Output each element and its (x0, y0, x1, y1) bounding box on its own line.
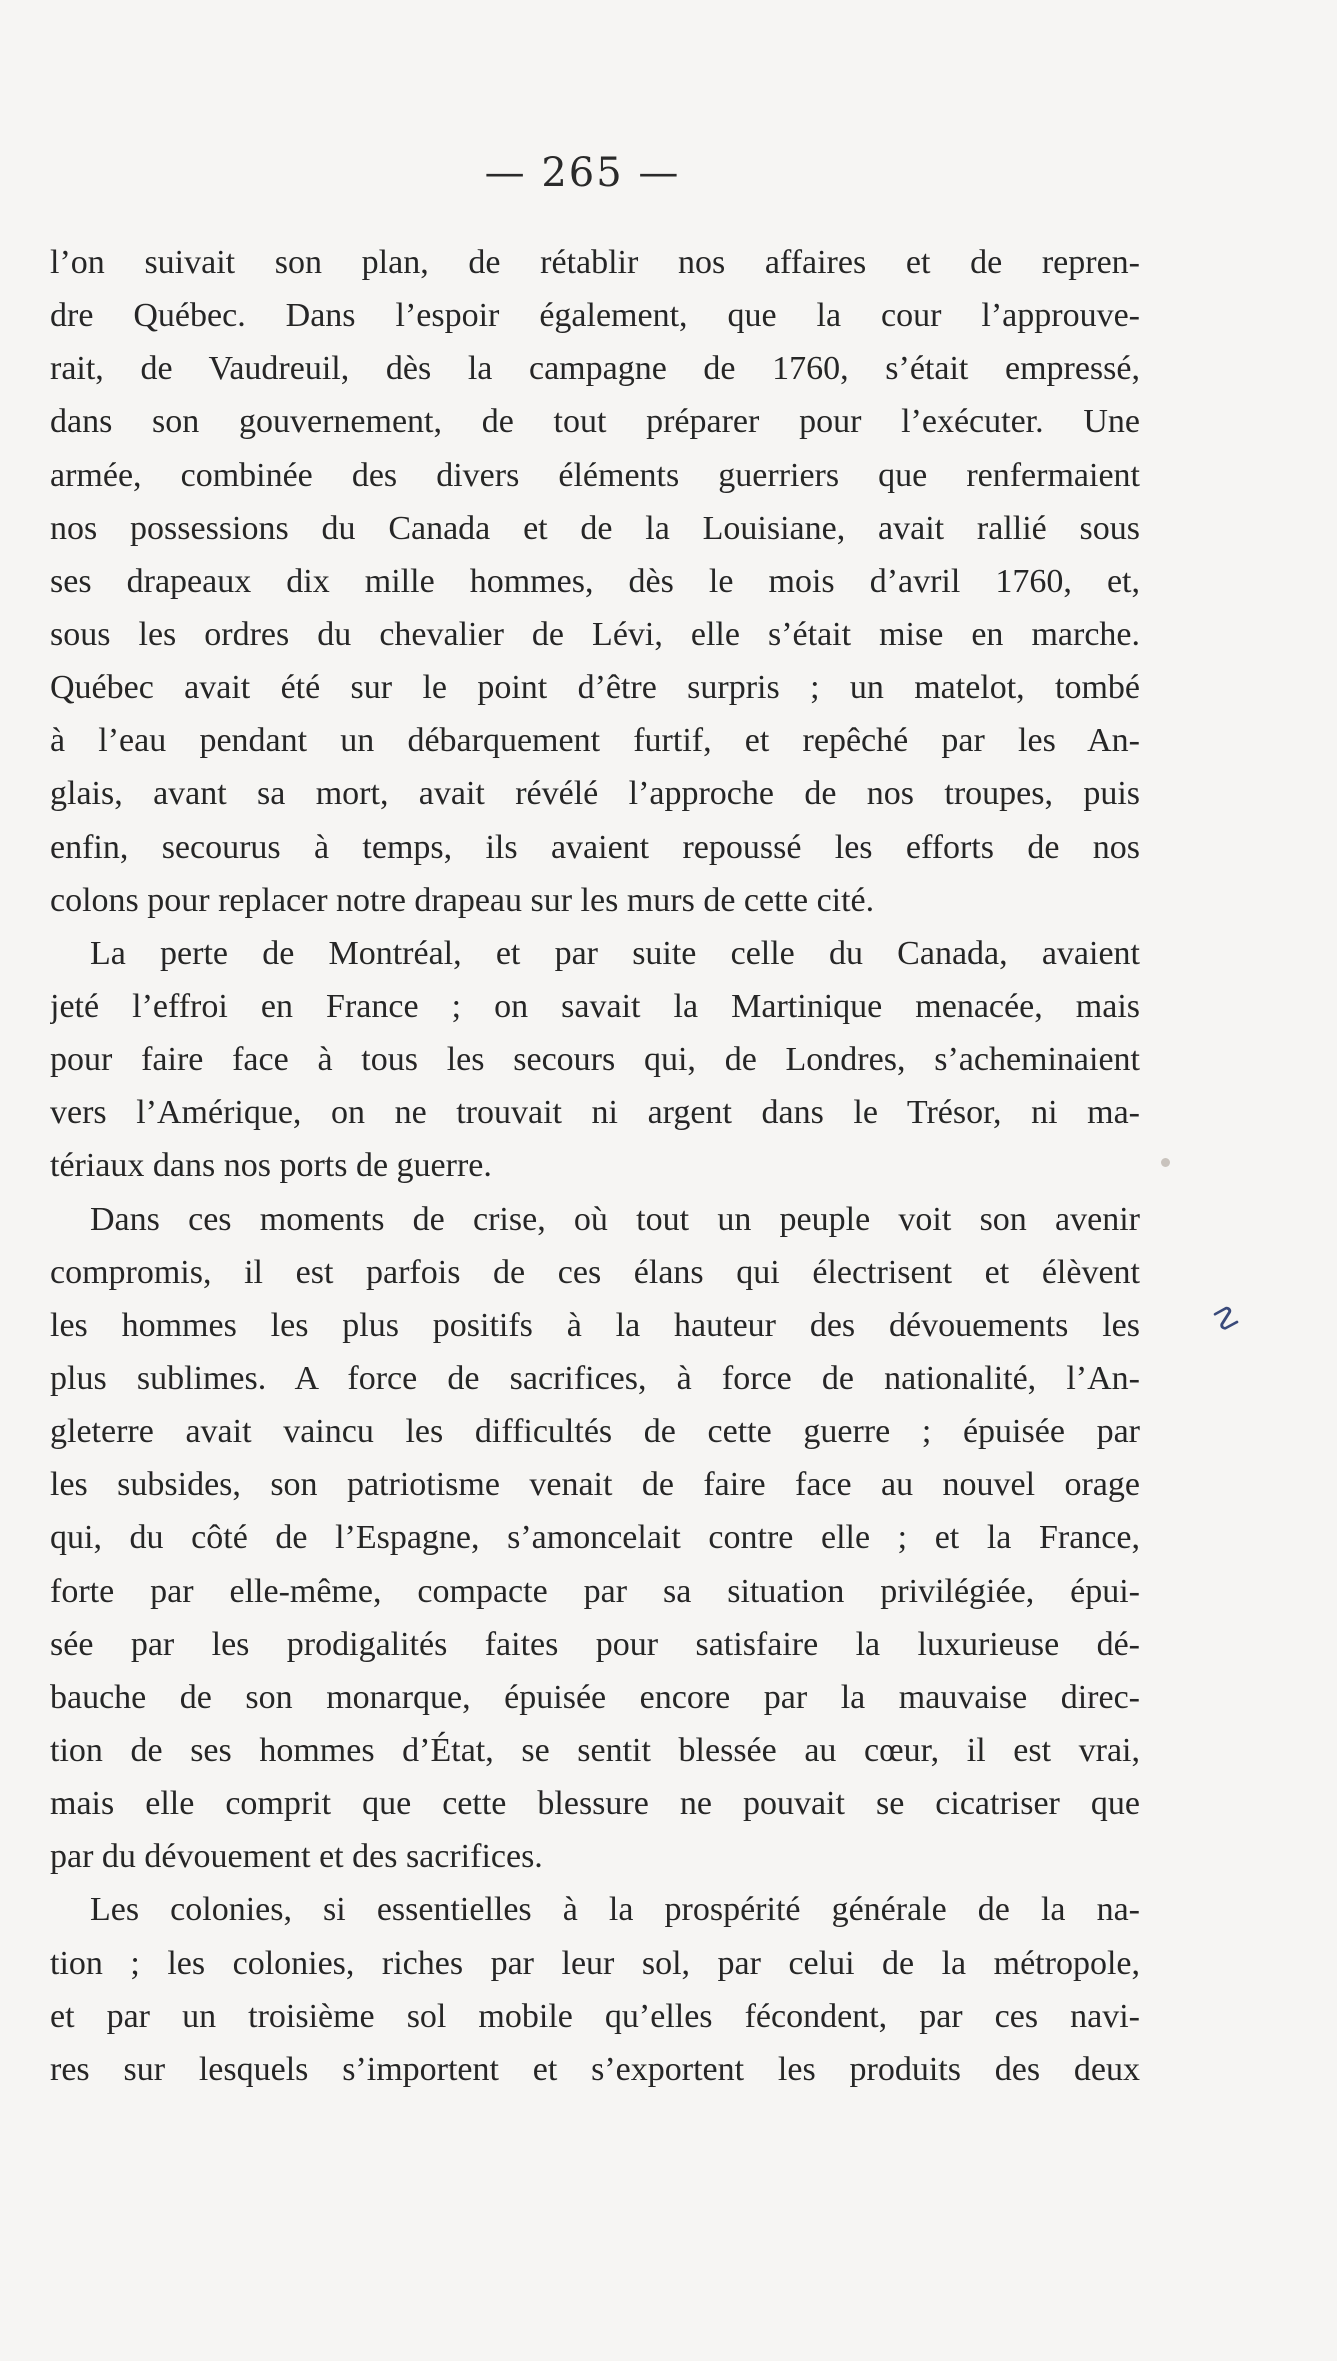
text-line: rait, de Vaudreuil, dès la campagne de 1760, s’était empressé, (50, 350, 1140, 388)
text-line: glais, avant sa mort, avait révélé l’approche de nos troupes, puis (50, 775, 1140, 813)
text-line: compromis, il est parfois de ces élans qui électrisent et élèvent (50, 1253, 1140, 1291)
text-line: tion de ses hommes d’État, se sentit blessée au cœur, il est vrai, (50, 1731, 1140, 1769)
text-line: forte par elle-même, compacte par sa situation privilégiée, épui- (50, 1572, 1140, 1610)
text-line: qui, du côté de l’Espagne, s’amoncelait contre elle ; et la France, (50, 1519, 1140, 1557)
text-line: Québec avait été sur le point d’être surpris ; un matelot, tombé (50, 669, 1140, 707)
text-line: Dans ces moments de crise, où tout un peuple voit son avenir (90, 1200, 1140, 1238)
text-line: Les colonies, si essentielles à la prospérité générale de la na- (90, 1891, 1140, 1929)
text-line: vers l’Amérique, on ne trouvait ni argent dans le Trésor, ni ma- (50, 1094, 1140, 1132)
text-line: res sur lesquels s’importent et s’exportent les produits des deux (50, 2050, 1140, 2088)
text-line: nos possessions du Canada et de la Louisiane, avait rallié sous (50, 509, 1140, 547)
text-line: plus sublimes. A force de sacrifices, à force de nationalité, l’An- (50, 1359, 1140, 1397)
handwritten-margin-mark: ☡ (1208, 1299, 1244, 1340)
text-line: ses drapeaux dix mille hommes, dès le mois d’avril 1760, et, (50, 562, 1140, 600)
text-line: tion ; les colonies, riches par leur sol, par celui de la métropole, (50, 1944, 1140, 1982)
text-line: bauche de son monarque, épuisée encore par la mauvaise direc- (50, 1678, 1140, 1716)
text-line: l’on suivait son plan, de rétablir nos affaires et de repren- (50, 244, 1140, 281)
text-line: colons pour replacer notre drapeau sur les murs de cette cité. (50, 881, 875, 919)
page-number: — 265 — (484, 150, 681, 196)
text-line: sous les ordres du chevalier de Lévi, elle s’était mise en marche. (50, 615, 1140, 653)
text-line: et par un troisième sol mobile qu’elles fécondent, par ces navi- (50, 1997, 1140, 2035)
text-line: dre Québec. Dans l’espoir également, que la cour l’approuve- (50, 297, 1140, 335)
text-line: jeté l’effroi en France ; on savait la Martinique menacée, mais (50, 987, 1140, 1025)
text-line: mais elle comprit que cette blessure ne pouvait se cicatriser que (50, 1785, 1140, 1823)
body-text (50, 236, 1140, 2096)
text-line: pour faire face à tous les secours qui, de Londres, s’acheminaient (50, 1041, 1140, 1079)
text-line: enfin, secourus à temps, ils avaient repoussé les efforts de nos (50, 828, 1140, 866)
text-line: La perte de Montréal, et par suite celle du Canada, avaient (90, 934, 1140, 972)
text-line: à l’eau pendant un débarquement furtif, et repêché par les An- (50, 722, 1140, 760)
text-line: tériaux dans nos ports de guerre. (50, 1147, 492, 1185)
text-line: les hommes les plus positifs à la hauteur des dévouements les (50, 1306, 1140, 1344)
text-line: gleterre avait vaincu les difficultés de cette guerre ; épuisée par (50, 1413, 1140, 1451)
text-line: sée par les prodigalités faites pour satisfaire la luxurieuse dé- (50, 1625, 1140, 1663)
text-line: les subsides, son patriotisme venait de faire face au nouvel orage (50, 1466, 1140, 1504)
text-line: par du dévouement et des sacrifices. (50, 1838, 543, 1876)
text-line: dans son gouvernement, de tout préparer pour l’exécuter. Une (50, 403, 1140, 441)
text-line: armée, combinée des divers éléments guerriers que renfermaient (50, 456, 1140, 494)
ink-speck (1161, 1158, 1170, 1167)
